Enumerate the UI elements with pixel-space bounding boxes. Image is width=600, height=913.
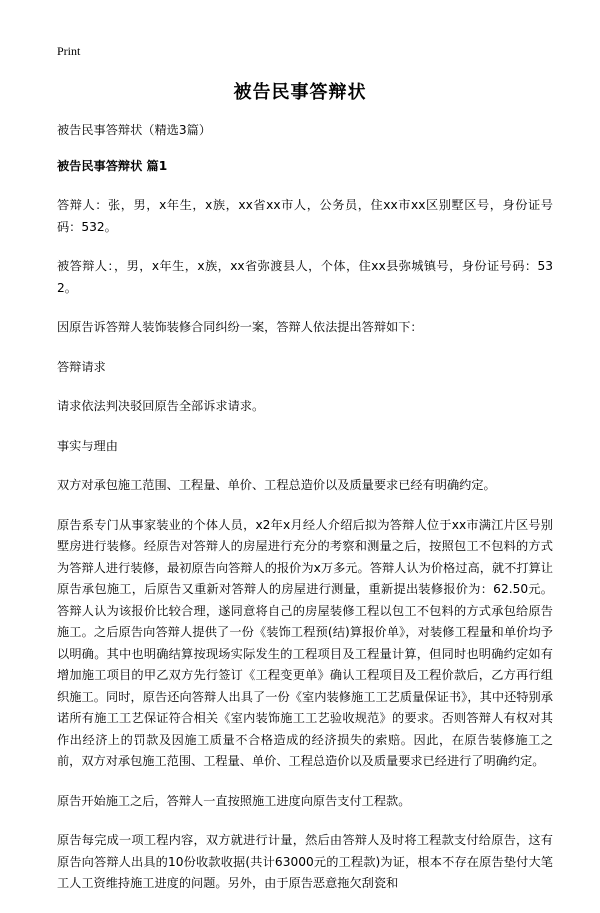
document-body [57,120,553,913]
paragraph-respondent: 答辩人：张，男，x年生，x族，xx省xx市人，公务员，住xx市xx区别墅区号，身份证号码：532。 [57,198,553,234]
paragraph-fact-2: 原告开始施工之后，答辩人一直按照施工进度向原告支付工程款。 [57,793,411,808]
document-subtitle: 被告民事答辩状（精选3篇） [57,123,212,137]
paragraph-fact-1: 双方对承包施工范围、工程量、单价、工程总造价以及质量要求已经有明确约定。 [57,478,496,492]
paragraph-plaintiff: 被答辩人：，男，x年生，x族，xx省弥渡县人，个体，住xx县弥城镇号，身份证号码：532。 [57,259,553,295]
paragraph-fact-details: 原告系专门从事家装业的个体人员，x2年x月经人介绍后拟为答辩人位于xx市满江片区号别墅房进行装修。经原告对答辩人的房屋进行充分的考察和测量之后，按照包工不包料的方式为答辩人进行装修，最初原告向答辩人的报价为x万多元。答辩人认为价格过高，就不打算让原告承包施工，后原告又重新对答辩人的房屋进行测量，重新提出装修报价为：62.50元。答辩人认为该报价比较合理，遂同意将自己的房屋装修工程以包工不包料的方式承包给原告施工。之后原告向答辩人提供了一份《装饰工程预(结)算报价单》，对装修工程量和单价均予以明确。其中也明确结算按现场实际发生的工程项目及工程量计算，但同时也明确约定如有增加施工项目的甲乙双方先行签订《工程变更单》确认工程项目及工程价款后，乙方再行组织施工。同时，原告还向答辩人出具了一份《室内装修施工工艺质量保证书》，其中还特别承诺所有施工工艺保证符合相关《室内装饰施工工艺验收规范》的要求。否则答辩人有权对其作出经济上的罚款及因施工质量不合格造成的经济损失的索赔。因此，在原告装修施工之前，双方对承包施工范围、工程量、单价、工程总造价以及质量要求已经进行了明确约定。 [57,517,553,768]
document-title: 被告民事答辩状 [233,82,367,103]
paragraph-request-heading: 答辩请求 [57,359,106,374]
paragraph-request: 请求依法判决驳回原告全部诉求请求。 [57,399,265,413]
paragraph-facts-heading: 事实与理由 [57,438,118,453]
paragraph-fact-payments: 原告每完成一项工程内容，双方就进行计量，然后由答辩人及时将工程款支付给原告，这有原告向答辩人出具的10份收款收据(共计63000元的工程款)为证，根本不存在原告垫付大笔工人工资维持施工进度的问题。另外，由于原告恶意拖欠刮瓷和 [57,833,553,890]
paragraph-intro: 因原告诉答辩人装饰装修合同纠纷一案，答辩人依法提出答辩如下： [57,320,423,334]
section-heading: 被告民事答辩状 篇1 [57,158,168,173]
print-link[interactable]: Print [57,44,81,58]
